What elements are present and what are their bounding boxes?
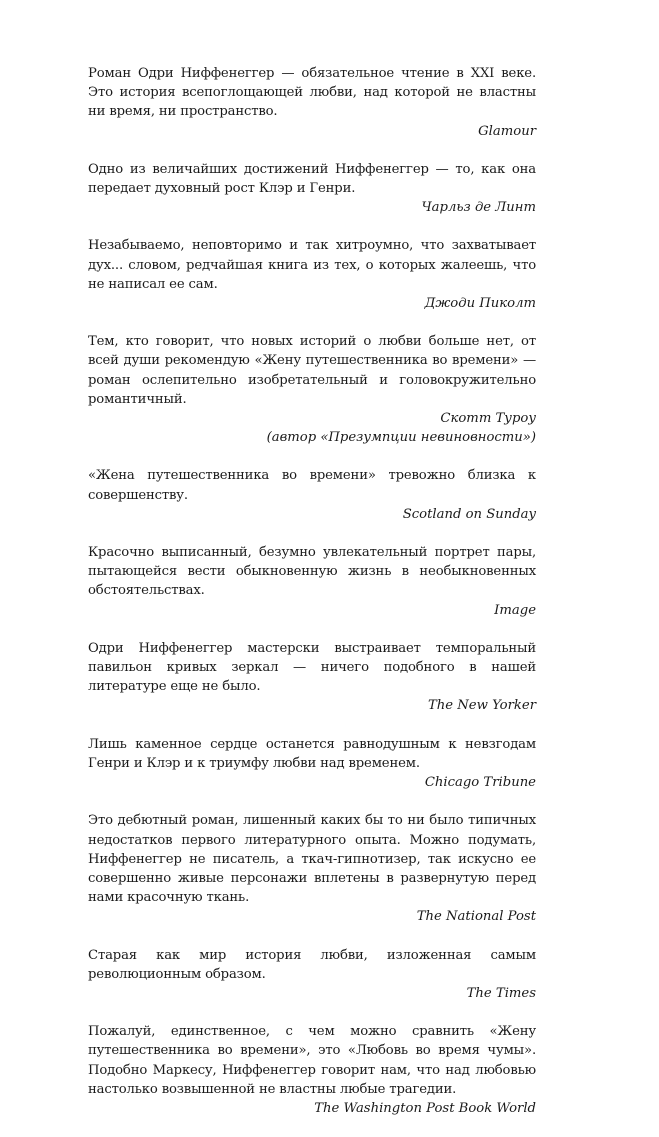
review-source-line: The Washington Post Book World (314, 1100, 536, 1116)
review-source-line: Image (494, 602, 536, 618)
reviews-page (88, 64, 536, 1137)
review-text: Тем, кто говорит, что новых историй о любви больше нет, от всей души рекомендую «Жену путешественника во времени» — роман ослепительно изобретательный и головокружительно романтичный. (88, 334, 536, 407)
review-source (88, 984, 536, 1003)
review-text: Пожалуй, единственное, с чем можно сравнить «Жену путешественника во времени», это «Любовь во время чумы». Подобно Маркесу, Ниффенеггер говорит нам, что над любовью настолько возвышенной не властны любые трагедии. (88, 1024, 536, 1097)
review-source-line: The Times (466, 985, 536, 1001)
review-text: Одно из величайших достижений Ниффенеггер — то, как она передает духовный рост Клэр и Генри. (88, 161, 536, 197)
review (88, 1022, 536, 1118)
review-source-line: Скотт Туроу (440, 411, 536, 427)
review-text: Одри Ниффенеггер мастерски выстраивает темпоральный павильон кривых зеркал — ничего подобного в нашей литературе еще не было. (88, 640, 536, 695)
review (88, 639, 536, 716)
review-text: Красочно выписанный, безумно увлекательный портрет пары, пытающейся вести обыкновенную жизнь в необыкновенных обстоятельствах. (88, 545, 536, 599)
review (88, 946, 536, 1004)
review (88, 160, 536, 218)
review-source-line: Scotland on Sunday (402, 506, 536, 522)
review-source (88, 294, 536, 313)
review-text: Роман Одри Ниффенеггер — обязательное чтение в XXI веке. Это история всепоглощающей любви, над которой не властны ни время, ни пространство. (88, 66, 536, 120)
review-source (88, 505, 536, 524)
review-source-line: Джоди Пиколт (424, 296, 536, 312)
review-source (88, 198, 536, 217)
review (88, 543, 536, 620)
review-source-line: The New Yorker (427, 698, 536, 714)
review-source-line: Чарльз де Линт (421, 200, 536, 216)
review-source (88, 773, 536, 792)
review-source (88, 409, 536, 447)
review-source-line: Glamour (478, 123, 536, 139)
review-source (88, 601, 536, 620)
review (88, 466, 536, 524)
review-source (88, 696, 536, 715)
review-source-note: (автор «Презумпции невиновности») (266, 430, 536, 446)
review-text: Старая как мир история любви, изложенная самым революционным образом. (88, 947, 536, 982)
review-source (88, 122, 536, 141)
review (88, 236, 536, 313)
review-source-line: The National Post (416, 909, 536, 925)
review-text: Лишь каменное сердце останется равнодушным к невзгодам Генри и Клэр и к триумфу любви над временем. (88, 736, 536, 771)
review-source (88, 907, 536, 926)
review-text: «Жена путешественника во времени» тревожно близка к совершенству. (88, 468, 536, 503)
review-source (88, 1099, 536, 1118)
review-text: Это дебютный роман, лишенный каких бы то ни было типичных недостатков первого литературного опыта. Можно подумать, Ниффенеггер не писатель, а ткач-гипнотизер, так искусно ее совершенно живые персонажи вплетены в развернутую перед нами красочную ткань. (88, 813, 536, 906)
review (88, 811, 536, 926)
review-source-line: Chicago Tribune (424, 775, 536, 791)
review (88, 332, 536, 447)
review (88, 735, 536, 793)
review (88, 64, 536, 141)
review-text: Незабываемо, неповторимо и так хитроумно, что захватывает дух... словом, редчайшая книга из тех, о которых жалеешь, что не написал ее сам. (88, 238, 536, 292)
